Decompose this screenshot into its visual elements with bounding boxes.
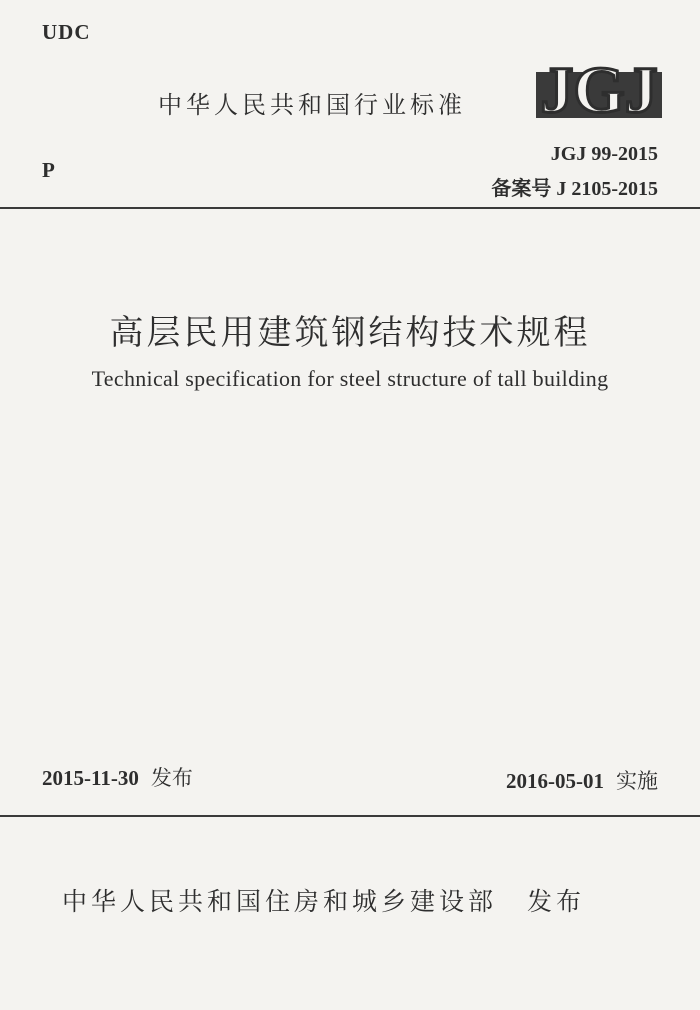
jgj-logo [536,52,662,122]
publish-label: 发布 [527,887,586,916]
implement-date: 2016-05-01 [506,769,604,793]
record-number: 备案号 J 2105-2015 [491,178,658,200]
title-chinese: 高层民用建筑钢结构技术规程 [109,313,591,353]
issue-date-block [42,762,193,792]
implement-date-block [506,765,658,795]
implement-label: 实施 [616,769,658,793]
publisher-name: 中华人民共和国住房和城乡建设部 [62,887,498,916]
publisher-block [62,882,585,918]
standard-type: 中华人民共和国行业标准 [158,91,466,119]
issue-label: 发布 [150,766,193,790]
bottom-divider [0,815,700,817]
title-english: Technical specification for steel structure of tall building [91,366,609,391]
logo-text: JGJ [540,54,658,122]
standard-number: JGJ 99-2015 [550,143,658,165]
category-label: P [42,158,55,182]
issue-date: 2015-11-30 [42,766,139,790]
top-divider [0,207,700,209]
udc-label: UDC [42,20,91,44]
